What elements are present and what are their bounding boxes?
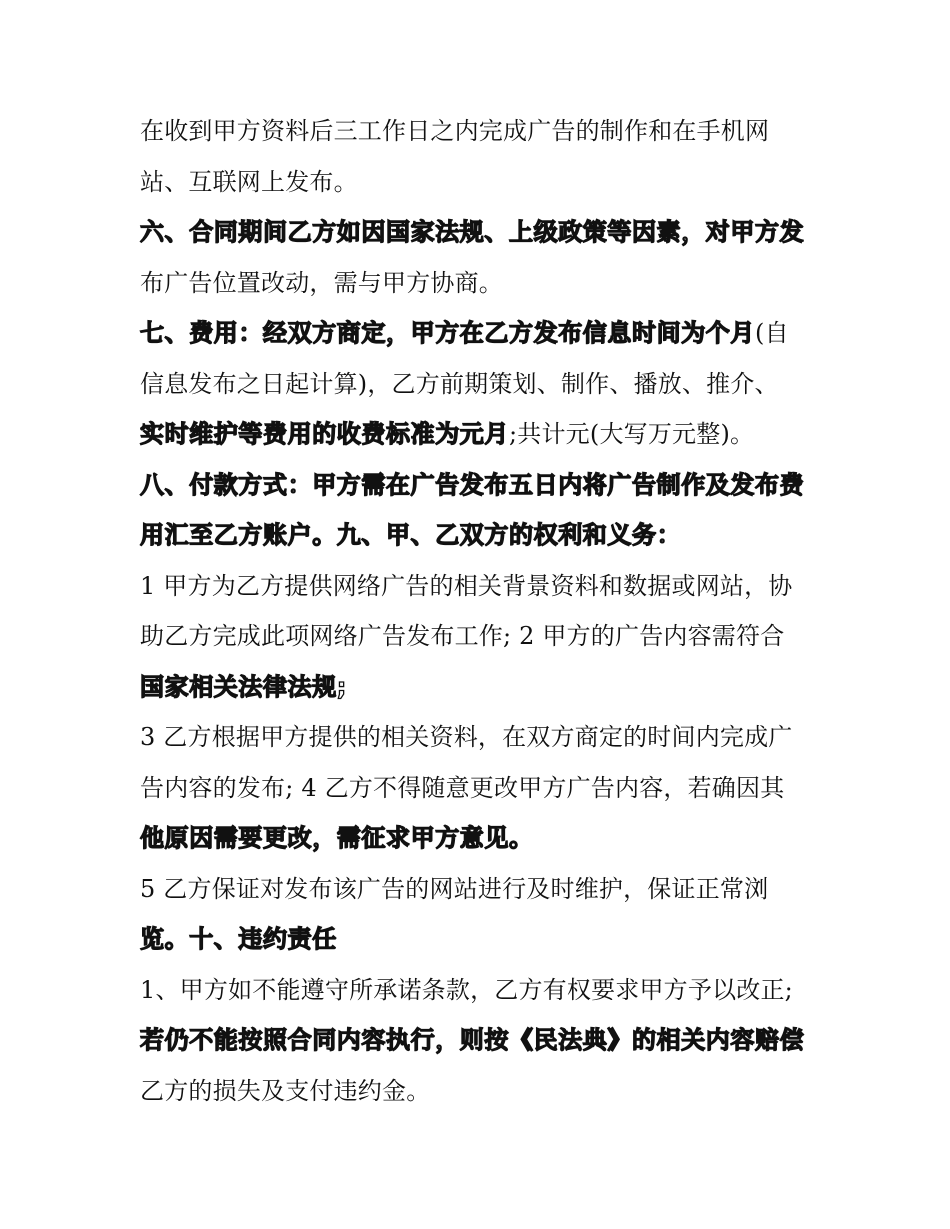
outlined-text-segment: 览。十、违约责任 bbox=[140, 925, 337, 953]
text-segment: 告内容的发布; 4 乙方不得随意更改甲方广告内容，若确因其 bbox=[140, 773, 785, 802]
text-line bbox=[140, 712, 820, 763]
text-segment: 助乙方完成此项网络广告发布工作; 2 甲方的广告内容需符合 bbox=[140, 622, 785, 650]
text-segment: 信息发布之日起计算)，乙方前期策划、制作、播放、推介、 bbox=[140, 369, 779, 398]
text-line bbox=[140, 460, 820, 511]
text-line bbox=[140, 763, 820, 814]
text-segment: 1 甲方为乙方提供网络广告的相关背景资料和数据或网站，协 bbox=[140, 571, 793, 600]
text-line bbox=[140, 258, 820, 309]
text-line bbox=[140, 813, 820, 864]
text-segment: ;共计元(大写万元整)。 bbox=[509, 420, 755, 448]
text-segment: 1、甲方如不能遵守所承诺条款，乙方有权要求甲方予以改正; bbox=[140, 975, 793, 1004]
outlined-text-segment: 用汇至乙方账户。九、甲、乙双方的权利和义务： bbox=[140, 521, 682, 549]
outlined-text-segment: 国家相关法律法规; bbox=[140, 672, 347, 701]
text-line bbox=[140, 409, 820, 460]
text-segment: 5 乙方保证对发布该广告的网站进行及时维护，保证正常浏 bbox=[140, 874, 769, 903]
text-line bbox=[140, 510, 820, 561]
outlined-text-segment: 七、费用：经双方商定，甲方在乙方发布信息时间为个月 bbox=[140, 319, 755, 347]
text-line bbox=[140, 1066, 820, 1117]
text-line bbox=[140, 965, 820, 1016]
text-line bbox=[140, 611, 820, 662]
text-line bbox=[140, 359, 820, 410]
text-line bbox=[140, 864, 820, 915]
text-segment: 站、互联网上发布。 bbox=[140, 167, 358, 196]
text-segment: 乙方的损失及支付违约金。 bbox=[140, 1076, 431, 1105]
outlined-text-segment: 他原因需要更改，需征求甲方意见。 bbox=[140, 824, 534, 852]
text-segment: (自 bbox=[755, 319, 789, 347]
text-segment: 布广告位置改动，需与甲方协商。 bbox=[140, 268, 503, 297]
text-line bbox=[140, 561, 820, 612]
text-line bbox=[140, 207, 820, 258]
text-line bbox=[140, 1015, 820, 1066]
outlined-text-segment: 八、付款方式：甲方需在广告发布五日内将广告制作及发布费 bbox=[140, 470, 805, 499]
text-line bbox=[140, 106, 820, 157]
text-segment: 在收到甲方资料后三工作日之内完成广告的制作和在手机网 bbox=[140, 117, 770, 145]
outlined-text-segment: 实时维护等费用的收费标准为元月 bbox=[140, 420, 509, 448]
outlined-text-segment: 若仍不能按照合同内容执行，则按《民法典》的相关内容赔偿 bbox=[140, 1026, 805, 1054]
text-line bbox=[140, 157, 820, 208]
text-line bbox=[140, 662, 820, 713]
text-line bbox=[140, 308, 820, 359]
text-segment: 3 乙方根据甲方提供的相关资料，在双方商定的时间内完成广 bbox=[140, 723, 793, 751]
document-body bbox=[140, 106, 820, 1116]
text-line bbox=[140, 914, 820, 965]
outlined-text-segment: 六、合同期间乙方如因国家法规、上级政策等因素，对甲方发 bbox=[140, 218, 805, 246]
